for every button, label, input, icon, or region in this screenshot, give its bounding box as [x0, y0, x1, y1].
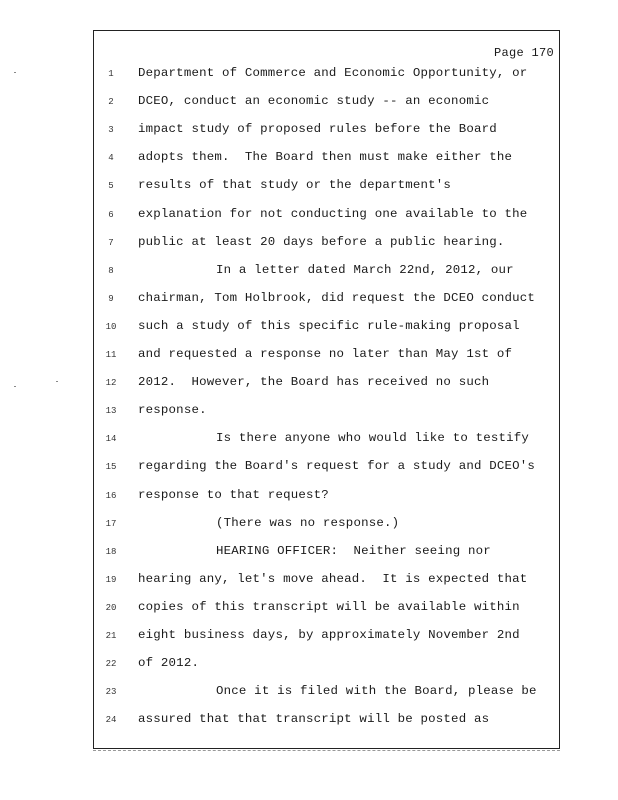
scan-speck [56, 381, 58, 382]
line-text: (There was no response.) [216, 515, 400, 530]
line-number: 21 [105, 631, 117, 641]
line-number: 13 [105, 406, 117, 417]
line-number: 8 [108, 265, 114, 276]
transcript-line [0, 150, 618, 170]
line-number: 11 [105, 350, 117, 360]
transcript-line [0, 684, 618, 704]
transcript-line [0, 600, 618, 620]
transcript-line [0, 628, 618, 648]
page-number-header: Page 170 [494, 46, 555, 60]
line-text: Is there anyone who would like to testify [216, 431, 530, 446]
line-number: 24 [105, 715, 117, 726]
line-number: 4 [108, 153, 114, 164]
transcript-line [0, 403, 618, 423]
transcript-line [0, 572, 618, 592]
transcript-line [0, 488, 618, 508]
transcript-line [0, 431, 618, 451]
transcript-line [0, 516, 618, 536]
line-number: 19 [105, 574, 117, 585]
line-number: 5 [108, 181, 114, 192]
line-number: 10 [105, 321, 117, 332]
line-number: 17 [105, 518, 117, 529]
line-text: impact study of proposed rules before the Board [138, 122, 497, 137]
transcript-line [0, 207, 618, 227]
line-text: such a study of this specific rule-making proposal [138, 318, 520, 333]
transcript-line [0, 656, 618, 676]
transcript-line [0, 122, 618, 142]
bottom-divider [93, 750, 560, 751]
line-text: 2012. However, the Board has received no such [138, 375, 490, 390]
line-text: and requested a response no later than May 1st of [138, 347, 513, 361]
transcript-line [0, 291, 618, 311]
line-text: hearing any, let's move ahead. It is expected that [138, 571, 528, 586]
line-number: 1 [108, 69, 114, 79]
line-number: 12 [105, 378, 117, 389]
transcript-line [0, 178, 618, 198]
line-number: 23 [105, 687, 117, 698]
line-text: eight business days, by approximately November 2nd [138, 628, 520, 642]
line-number: 6 [108, 209, 114, 220]
transcript-line [0, 94, 618, 114]
line-number: 2 [108, 97, 114, 108]
line-number: 22 [105, 659, 117, 670]
transcript-line [0, 319, 618, 339]
transcript-line [0, 459, 618, 479]
line-number: 20 [105, 602, 117, 613]
line-text: explanation for not conducting one available to the [138, 206, 528, 221]
transcript-line [0, 263, 618, 283]
transcript-line [0, 375, 618, 395]
line-text: adopts them. The Board then must make either the [138, 150, 513, 165]
transcript-line [0, 712, 618, 732]
transcript-line [0, 66, 618, 86]
line-text: HEARING OFFICER: Neither seeing nor [216, 543, 491, 558]
transcript-line [0, 235, 618, 255]
scan-speck [14, 386, 16, 387]
line-text: regarding the Board's request for a study and DCEO's [138, 459, 536, 474]
line-text: response. [138, 403, 207, 418]
scan-speck [14, 72, 16, 73]
line-number: 18 [105, 546, 117, 557]
line-number: 7 [108, 237, 114, 248]
line-text: chairman, Tom Holbrook, did request the DCEO conduct [138, 290, 536, 305]
transcript-line [0, 347, 618, 367]
line-number: 3 [108, 125, 114, 136]
line-text: response to that request? [138, 487, 329, 502]
line-text: DCEO, conduct an economic study -- an economic [138, 94, 490, 109]
line-number: 14 [105, 434, 117, 445]
line-text: Department of Commerce and Economic Opportunity, or [138, 66, 528, 80]
line-text: In a letter dated March 22nd, 2012, our [216, 262, 514, 277]
line-number: 9 [108, 293, 114, 304]
line-text: of 2012. [138, 656, 200, 671]
line-text: public at least 20 days before a public hearing. [138, 234, 505, 249]
line-number: 15 [105, 462, 117, 473]
line-text: copies of this transcript will be available within [138, 599, 520, 614]
transcript-line [0, 544, 618, 564]
line-text: Once it is filed with the Board, please be [216, 684, 537, 699]
line-text: results of that study or the department's [138, 178, 452, 193]
line-text: assured that that transcript will be posted as [138, 712, 490, 727]
line-number: 16 [105, 490, 117, 501]
